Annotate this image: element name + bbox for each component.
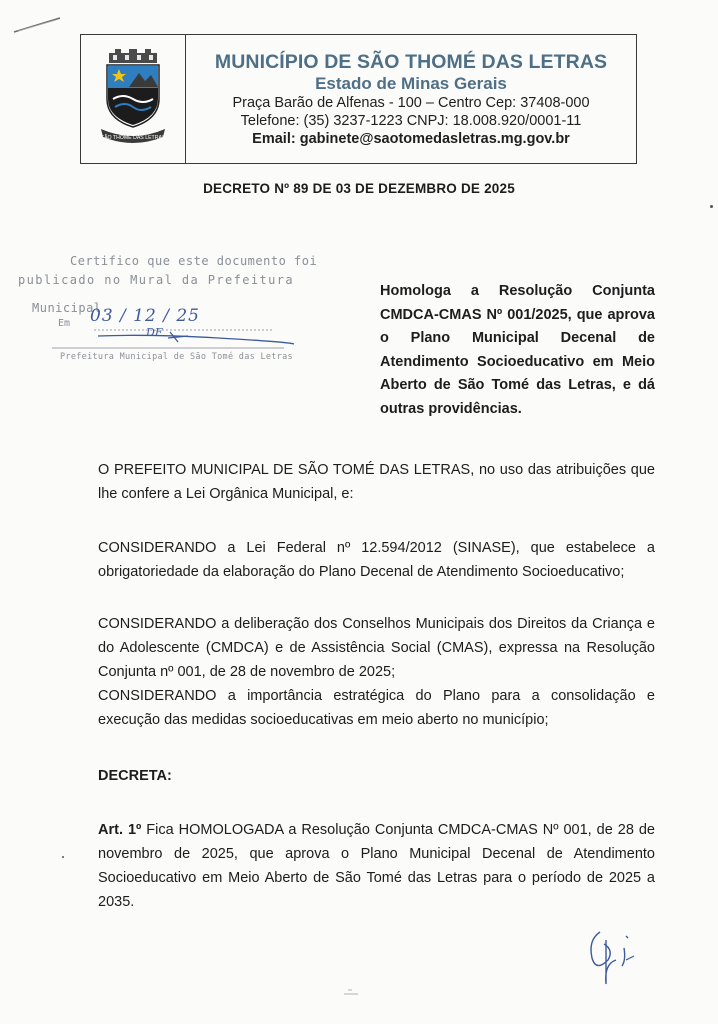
letterhead-text (186, 35, 636, 149)
decree-heading: DECRETO Nº 89 DE 03 DE DEZEMBRO DE 2025 (203, 181, 515, 196)
stamp-signature-lines (38, 308, 298, 358)
phone-line: Telefone: (35) 3237-1223 CNPJ: 18.008.920/0001-11 (240, 113, 582, 129)
article-1-text: Fica HOMOLOGADA a Resolução Conjunta CMDCA-CMAS Nº 001, de 28 de novembro de 2025, que aprova o Plano Municipal Decenal de Atendimento Socioeducativo em Meio Aberto de São Tomé das Letras para o período de 2025 a 2035. (98, 822, 655, 910)
crest-ribbon-text: SÃO THOMÉ DAS LETRAS (100, 135, 166, 141)
scan-speck (710, 205, 713, 208)
intro-paragraph: O PREFEITO MUNICIPAL DE SÃO TOMÉ DAS LETRAS, no uso das atribuições que lhe confere a Lei Orgânica Municipal, e: (98, 462, 655, 502)
stamp-handwritten-date: 03 / 12 / 25 (90, 306, 200, 326)
stamp-initials: DF (146, 326, 163, 339)
address-line: Praça Barão de Alfenas - 100 – Centro Cep: 37408-000 (232, 95, 590, 111)
scan-artifact (340, 984, 362, 998)
municipality-title: MUNICÍPIO DE SÃO THOMÉ DAS LETRAS (214, 51, 608, 73)
state-name: Estado de Minas Gerais (315, 74, 507, 93)
stamp-date-prefix: Em (58, 318, 71, 329)
stamp-footer: Prefeitura Municipal de São Tomé das Letras (60, 352, 293, 362)
handwritten-initials (580, 920, 650, 990)
considerando-2: CONSIDERANDO a deliberação dos Conselhos Municipais dos Direitos da Criança e do Adolescente (CMDCA) e de Assistência Social (CMAS), expressa na Resolução Conjunta nº 001, de 28 de novembro de 2025; (98, 616, 655, 680)
publication-stamp (18, 254, 318, 374)
scan-pen-mark (12, 14, 62, 36)
stamp-line-2: publicado no Mural da Prefeitura (18, 273, 294, 287)
stamp-line-3-text: Municipal. (32, 301, 110, 315)
article-1 (98, 818, 655, 914)
scan-speck (62, 856, 64, 858)
crest-cell (81, 35, 186, 163)
email-line: Email: gabinete@saotomedasletras.mg.gov.br (252, 131, 570, 147)
considerando-3: CONSIDERANDO a importância estratégica do Plano para a consolidação e execução das medidas socioeducativas em meio aberto no município; (98, 688, 655, 728)
article-1-label: Art. 1º (98, 822, 142, 838)
decreta-heading: DECRETA: (98, 768, 172, 784)
stamp-line-1: Certifico que este documento foi (70, 254, 318, 268)
considerando-1: CONSIDERANDO a Lei Federal nº 12.594/2012 (SINASE), que estabelece a obrigatoriedade da elaboração do Plano Decenal de Atendimento Socioeducativo; (98, 540, 655, 580)
letterhead (80, 34, 637, 164)
municipal-coat-of-arms (99, 49, 167, 145)
decree-ementa: Homologa a Resolução Conjunta CMDCA-CMAS Nº 001/2025, que aprova o Plano Municipal Decenal de Atendimento Socioeducativo em Meio Aberto de São Tomé das Letras, e dá outras providências. (380, 283, 655, 417)
